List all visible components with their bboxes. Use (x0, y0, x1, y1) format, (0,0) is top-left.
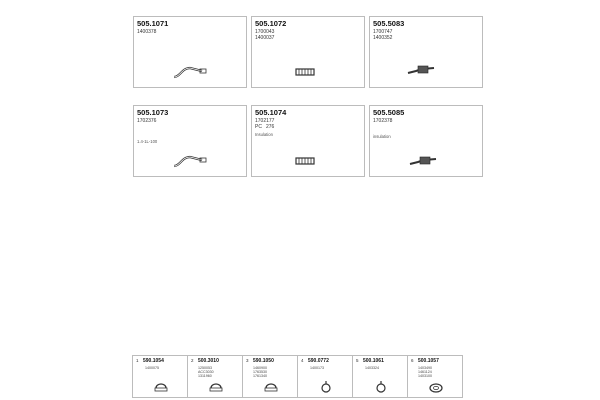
clamp-icon (153, 382, 169, 394)
reference-code: 1461124 (418, 370, 432, 374)
part-number: 590.0772 (308, 358, 329, 364)
reference-code: 1460900 (253, 366, 267, 370)
reference-code: 1400173 (310, 366, 324, 370)
reference-code: 1702177 (255, 118, 275, 124)
catalytic-pipe-icon (408, 154, 440, 170)
item-index: 4 (301, 358, 304, 363)
parts-strip-item[interactable] (132, 355, 188, 398)
reference-code: 1403324 (365, 366, 379, 370)
reference-code: 1400075 (145, 366, 159, 370)
fitment-note: 1.4-1L-100 (137, 139, 158, 144)
reference-code: 1403100 (418, 374, 432, 378)
exhaust-card[interactable] (369, 16, 483, 88)
part-number: 505.5085 (373, 108, 405, 117)
item-index: 3 (246, 358, 249, 363)
reference-code: 1400037 (255, 35, 275, 41)
reference-code: 1311960 (198, 374, 212, 378)
part-number: 590.1054 (143, 358, 164, 364)
part-number: 500.1061 (363, 358, 384, 364)
part-number: 505.1072 (255, 19, 287, 28)
flex-pipe-icon (294, 155, 316, 167)
exhaust-card[interactable] (133, 16, 247, 88)
reference-code: PC (255, 124, 262, 130)
reference-code: 1761340 (253, 374, 267, 378)
insulation-note: Insulation (255, 132, 273, 137)
reference-code: 1702376 (137, 118, 157, 124)
item-index: 6 (411, 358, 414, 363)
clamp-icon (263, 382, 279, 394)
reference-code: 1700747 (373, 29, 393, 35)
reference-code: 1702378 (373, 118, 393, 124)
exhaust-card[interactable] (251, 105, 365, 177)
parts-strip-item[interactable] (242, 355, 298, 398)
parts-strip-item[interactable] (187, 355, 243, 398)
exhaust-pipe-icon (172, 65, 208, 81)
reference-code: 1250053 (198, 366, 212, 370)
part-number: 500.3010 (198, 358, 219, 364)
reference-code: 1403490 (418, 366, 432, 370)
part-number: 505.5083 (373, 19, 405, 28)
clamp-icon (208, 382, 224, 394)
reference-code: ACC3030 (198, 370, 214, 374)
part-number: 590.1050 (253, 358, 274, 364)
reference-code: 1763530 (253, 370, 267, 374)
parts-strip-item[interactable] (407, 355, 463, 398)
exhaust-card[interactable] (133, 105, 247, 177)
item-index: 5 (356, 358, 359, 363)
reference-code: 1400378 (137, 29, 157, 35)
reference-code: 1700043 (255, 29, 275, 35)
part-number: 505.1074 (255, 108, 287, 117)
insulation-note: insulation (373, 134, 391, 139)
exhaust-pipe-icon (172, 154, 208, 170)
item-index: 2 (191, 358, 194, 363)
reference-code: 1400352 (373, 35, 393, 41)
catalytic-pipe-icon (406, 63, 438, 79)
parts-strip-item[interactable] (297, 355, 353, 398)
gasket-icon (428, 382, 444, 394)
part-number: 505.1071 (137, 19, 169, 28)
hanger-icon (374, 380, 388, 394)
reference-code: 276 (266, 124, 275, 130)
exhaust-card[interactable] (369, 105, 483, 177)
item-index: 1 (136, 358, 139, 363)
exhaust-card[interactable] (251, 16, 365, 88)
part-number: 505.1073 (137, 108, 169, 117)
part-number: 500.1057 (418, 358, 439, 364)
parts-strip-item[interactable] (352, 355, 408, 398)
hanger-icon (319, 380, 333, 394)
flex-pipe-icon (294, 66, 316, 78)
